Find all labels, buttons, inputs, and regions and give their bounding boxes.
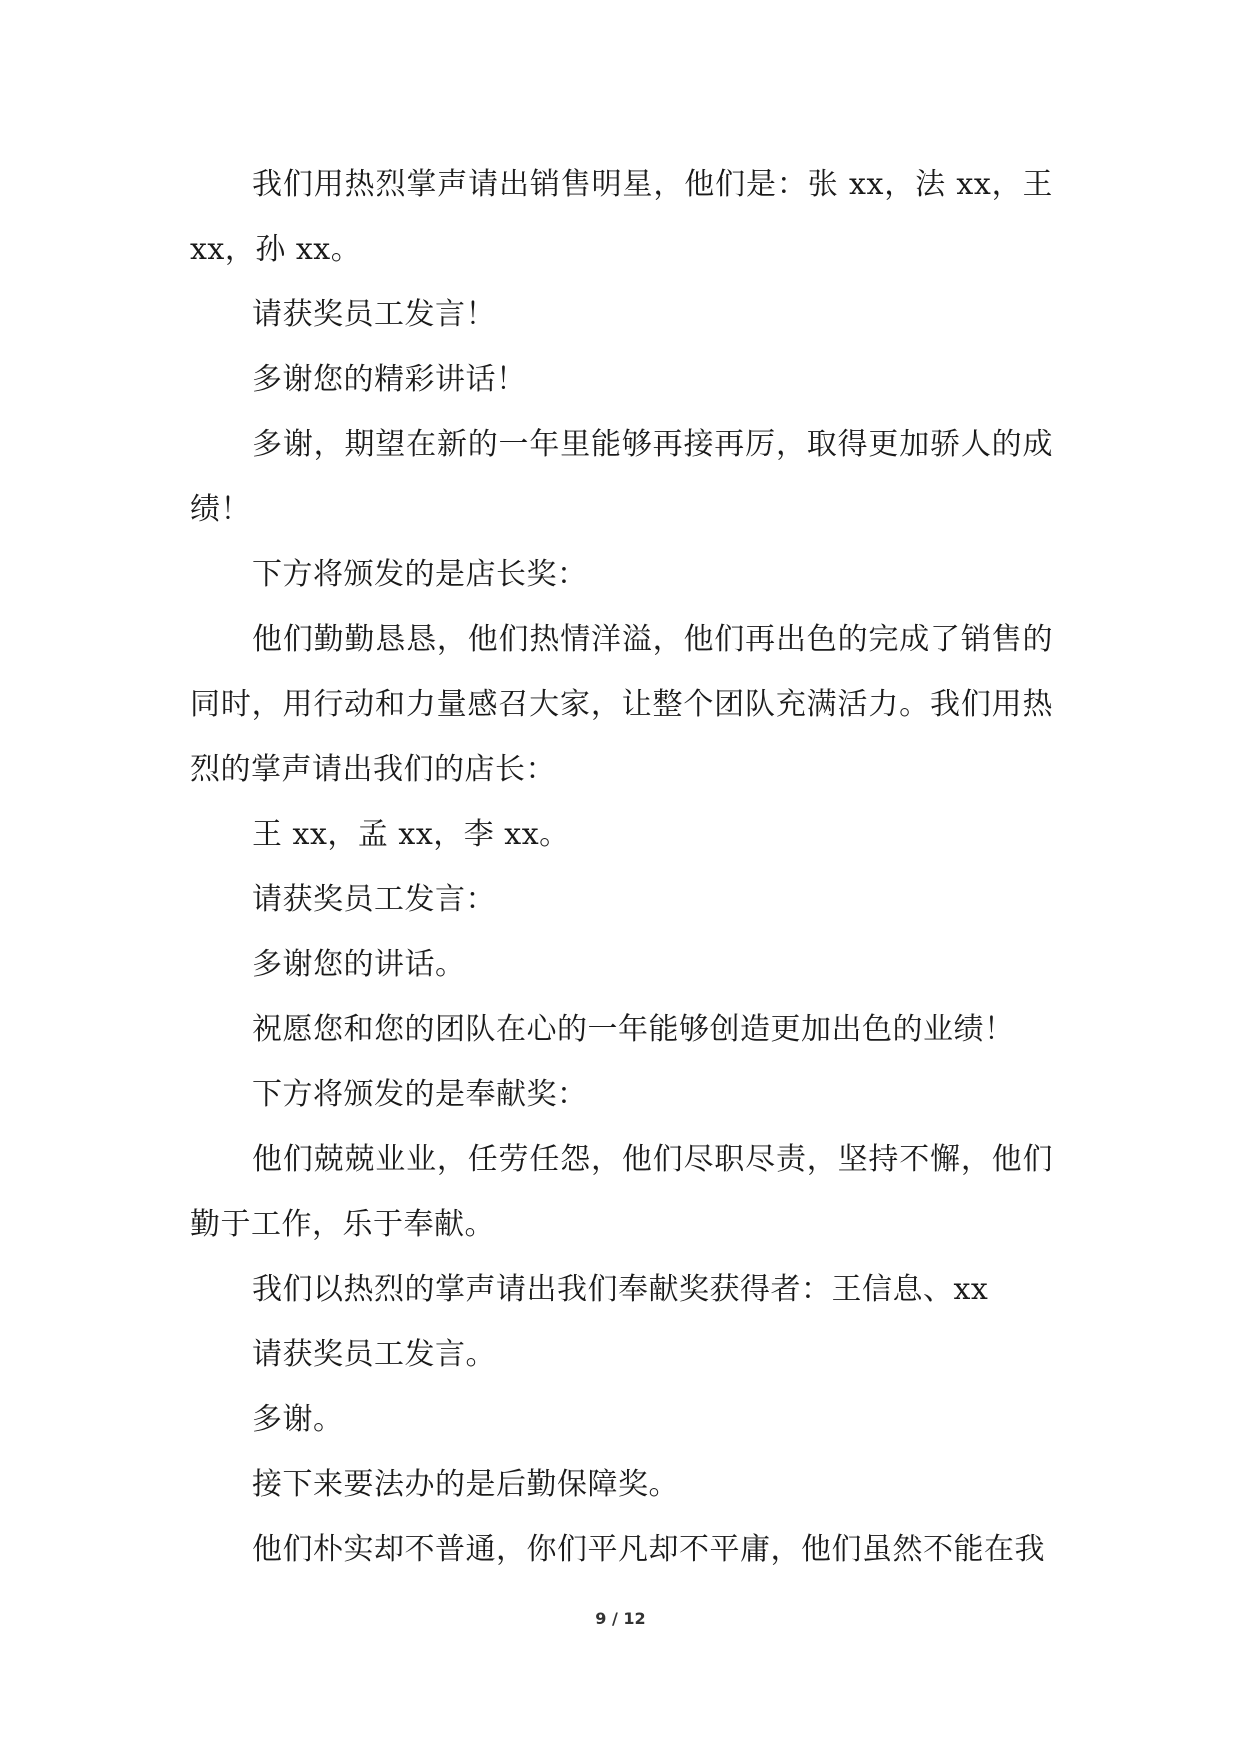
page-number: 9 / 12 — [595, 1609, 646, 1628]
paragraph: 下方将颁发的是奉献奖： — [252, 1077, 588, 1112]
paragraph: 他们兢兢业业，任劳任怨，他们尽职尽责，坚持不懈，他们勤于工作，乐于奉献。 — [190, 1142, 1053, 1242]
paragraph: 接下来要法办的是后勤保障奖。 — [252, 1467, 679, 1502]
paragraph: 我们用热烈掌声请出销售明星，他们是：张 xx，法 xx，王 xx，孙 xx。 — [190, 167, 1053, 267]
paragraph: 王 xx，孟 xx，李 xx。 — [252, 817, 570, 852]
paragraph: 多谢。 — [252, 1402, 344, 1437]
paragraph: 我们以热烈的掌声请出我们奉献奖获得者：王信息、xx — [252, 1272, 989, 1307]
paragraph: 多谢您的讲话。 — [252, 947, 466, 982]
paragraph: 下方将颁发的是店长奖： — [252, 557, 588, 592]
paragraph: 他们勤勤恳恳，他们热情洋溢，他们再出色的完成了销售的同时，用行动和力量感召大家，让整个团队充满活力。我们用热烈的掌声请出我们的店长： — [190, 622, 1053, 787]
paragraph: 多谢，期望在新的一年里能够再接再厉，取得更加骄人的成绩！ — [190, 427, 1053, 527]
paragraph: 多谢您的精彩讲话！ — [252, 362, 527, 397]
paragraph: 请获奖员工发言： — [252, 882, 496, 917]
paragraph: 请获奖员工发言！ — [252, 297, 496, 332]
paragraph: 请获奖员工发言。 — [252, 1337, 496, 1372]
document-body — [190, 152, 1053, 1582]
paragraph: 他们朴实却不普通，你们平凡却不平庸，他们虽然不能在我 — [252, 1532, 1045, 1567]
paragraph: 祝愿您和您的团队在心的一年能够创造更加出色的业绩！ — [252, 1012, 1015, 1047]
